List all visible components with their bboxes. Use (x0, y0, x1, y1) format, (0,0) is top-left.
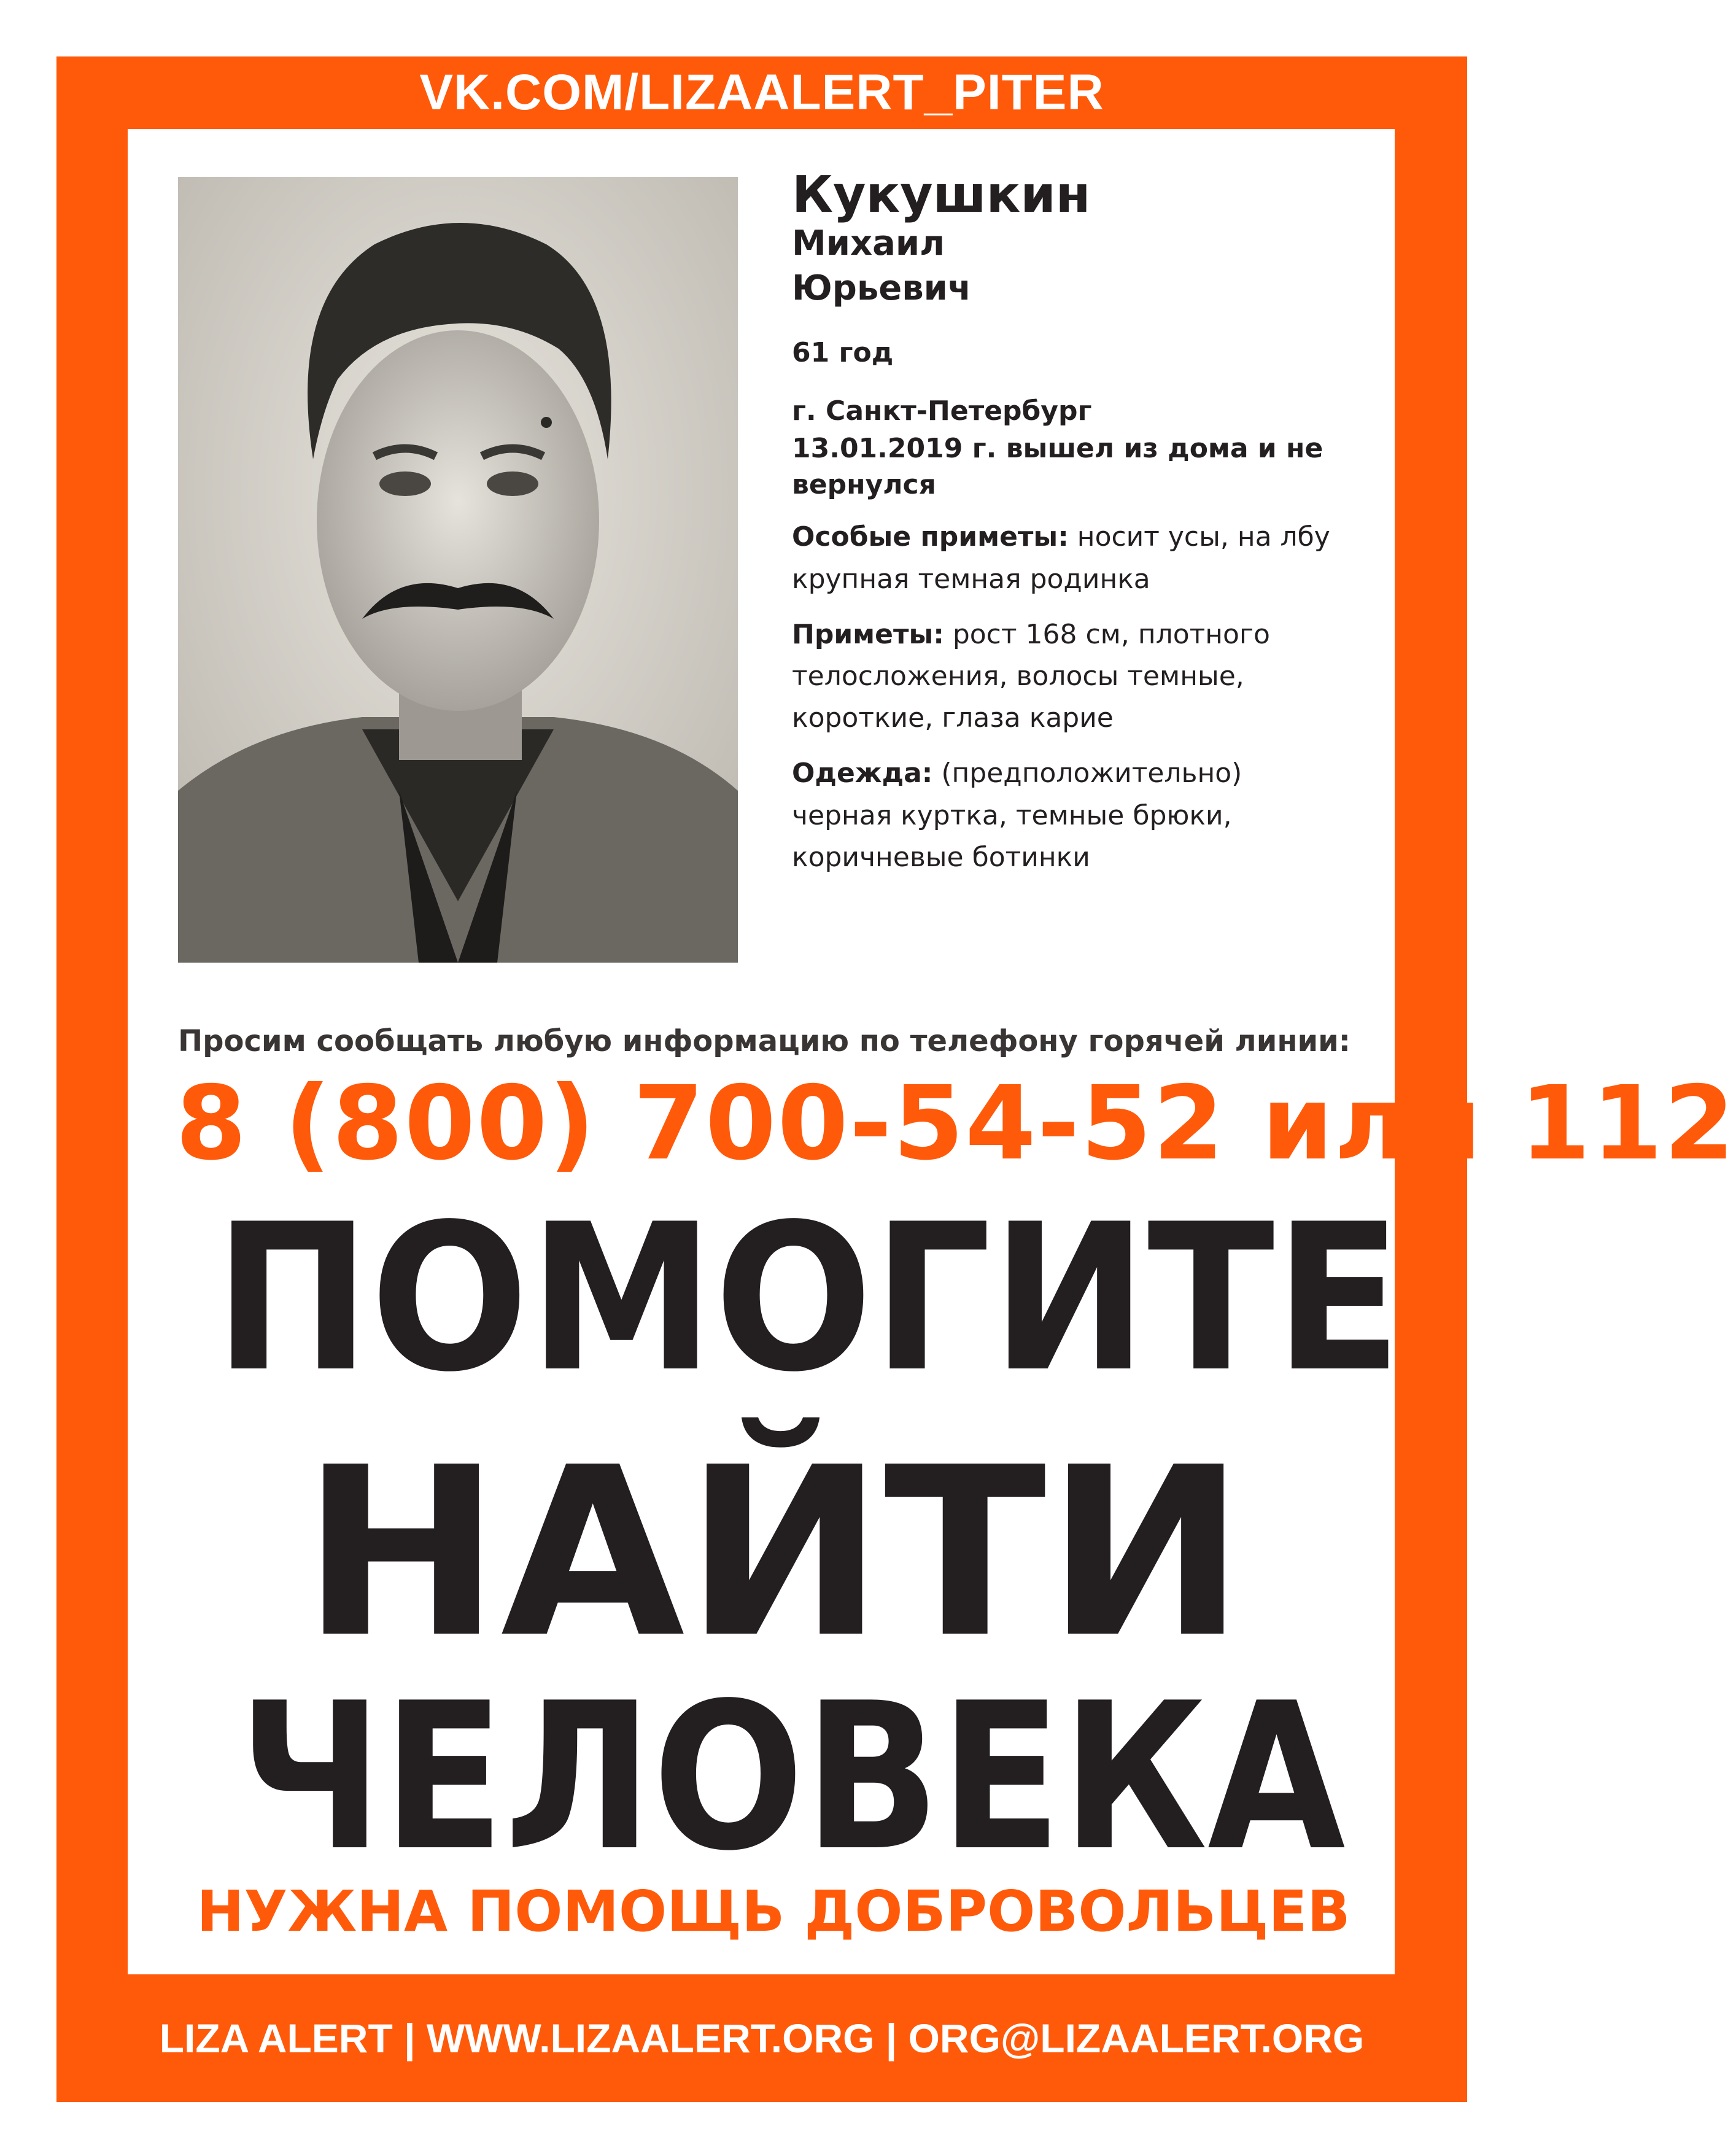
marks (792, 614, 1344, 740)
vk-link[interactable]: VK.COM/LIZAALERT_PITER (419, 64, 1104, 120)
hotline-phone[interactable]: 8 (800) 700-54-52 или 112 (176, 1065, 1736, 1183)
marks-text: рост 168 см, плотного телосложения, волосы темные, короткие, глаза карие (792, 618, 1270, 734)
city: г. Санкт-Петербург (792, 395, 1092, 427)
missing-event: 13.01.2019 г. вышел из дома и не вернулся (792, 432, 1323, 501)
missing-person-photo (178, 177, 738, 963)
headline-line-3: ЧЕЛОВЕКА (238, 1659, 1346, 1895)
clothing (792, 753, 1344, 879)
hotline-prompt: Просим сообщать любую информацию по телефону горячей линии: (178, 1024, 1350, 1058)
person-info (792, 166, 1393, 879)
volunteers-needed: НУЖНА ПОМОЩЬ ДОБРОВОЛЬЦЕВ (196, 1879, 1350, 1944)
age: 61 год (792, 336, 894, 368)
footer-contacts[interactable]: LIZA ALERT | WWW.LIZAALERT.ORG | ORG@LIZAALERT.ORG (159, 2015, 1365, 2061)
headline-line-2: НАЙТИ (301, 1417, 1246, 1689)
patronymic: Юрьевич (792, 268, 972, 308)
special-marks (792, 516, 1344, 600)
marks-label: Приметы: (792, 618, 944, 650)
special-marks-label: Особые приметы: (792, 521, 1069, 553)
first-name: Михаил (792, 223, 945, 264)
special-marks-text: носит усы, на лбу крупная темная родинка (792, 521, 1330, 595)
clothing-label: Одежда: (792, 758, 933, 789)
clothing-text: (предположительно) черная куртка, темные брюки, коричневые ботинки (792, 758, 1242, 873)
surname: Кукушкин (792, 166, 1091, 224)
headline-line-1: ПОМОГИТЕ (214, 1181, 1402, 1416)
